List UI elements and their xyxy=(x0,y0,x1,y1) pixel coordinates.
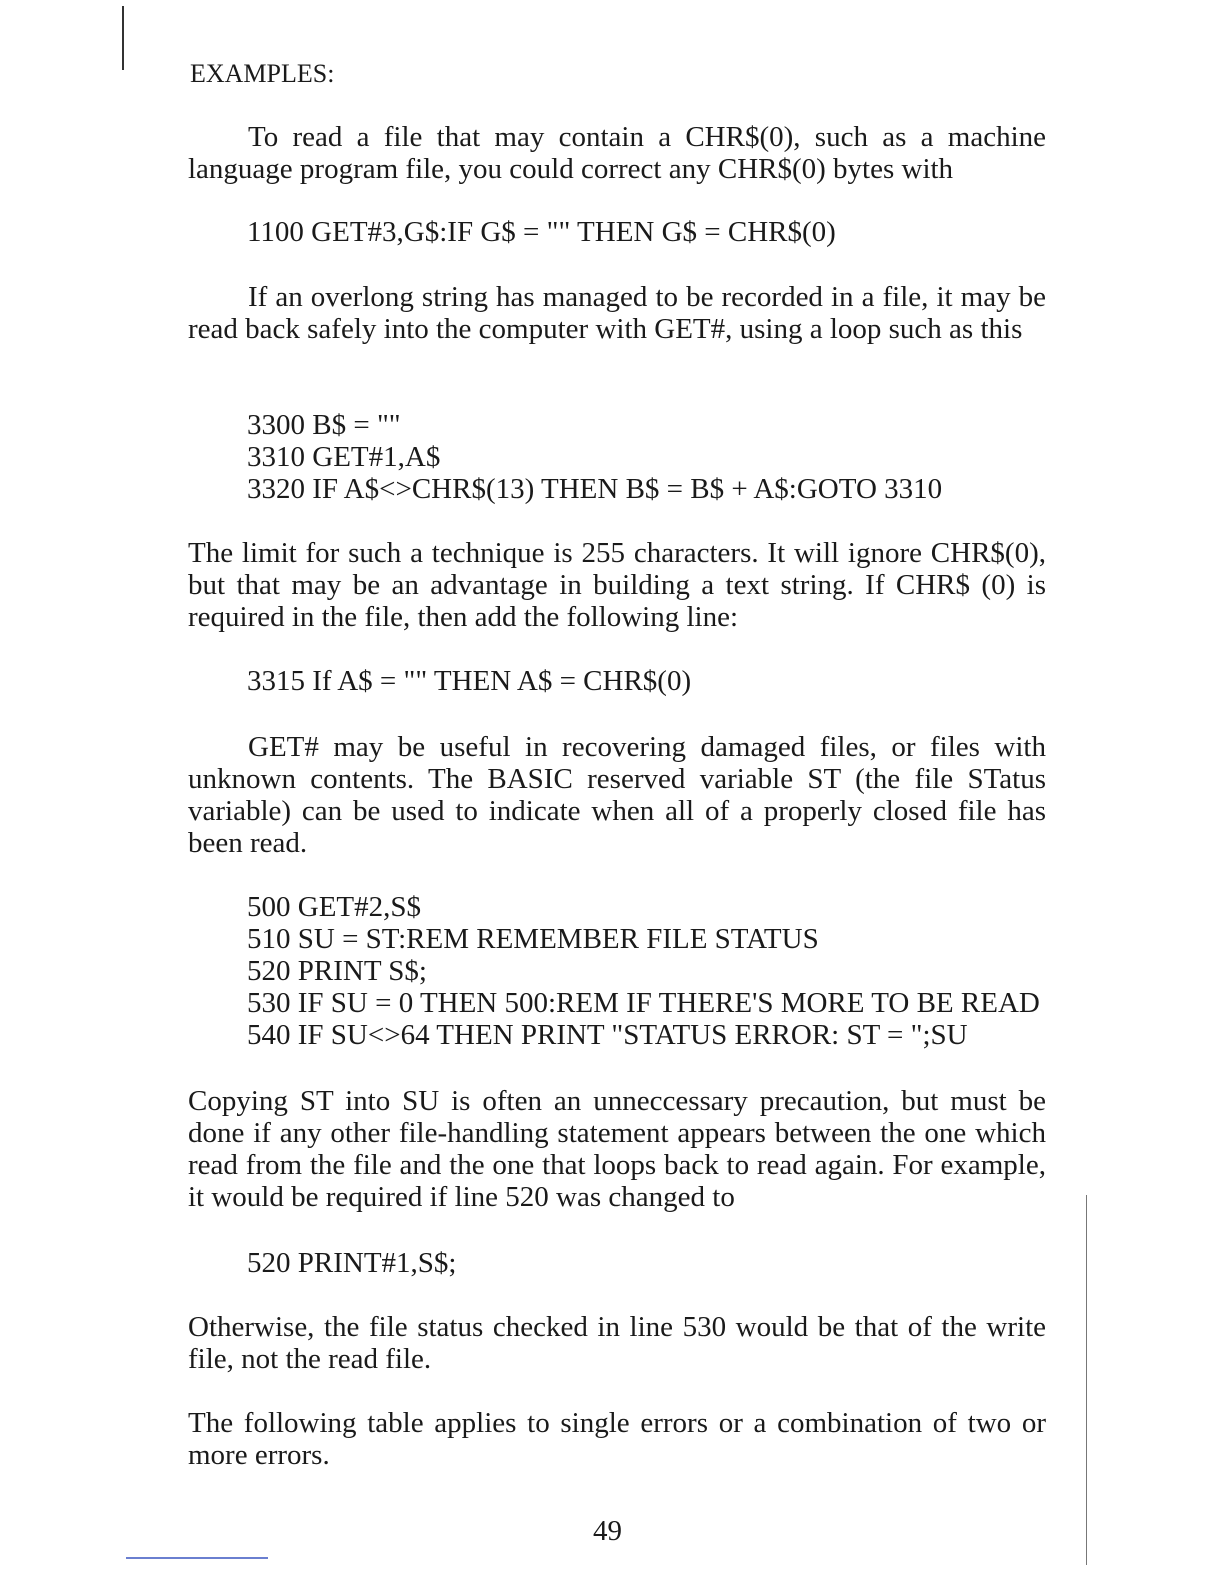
code-line: 520 PRINT#1,S$; xyxy=(247,1247,457,1279)
scan-underline xyxy=(126,1557,268,1559)
paragraph-5: Copying ST into SU is often an unneccessary precaution, but must be done if any other file-handling statement appears between the one which read from the file and the one that loops back to read again. For example, it would be required if line 520 was changed to xyxy=(188,1085,1046,1213)
code-block-5 xyxy=(247,1247,456,1279)
paragraph-3: The limit for such a technique is 255 characters. It will ignore CHR$(0), but that may be an advantage in building a text string. If CHR$ (0) is required in the file, then add the following line: xyxy=(188,537,1046,633)
paragraph-6: Otherwise, the file status checked in line 530 would be that of the write file, not the read file. xyxy=(188,1311,1046,1375)
code-line: 3310 GET#1,A$ xyxy=(247,441,441,473)
code-line: 520 PRINT S$; xyxy=(247,955,427,987)
code-line: 1100 GET#3,G$:IF G$ = "" THEN G$ = CHR$(0) xyxy=(247,216,836,248)
code-line: 3300 B$ = "" xyxy=(247,409,401,441)
paragraph-1: To read a file that may contain a CHR$(0), such as a machine language program file, you could correct any CHR$(0) bytes with xyxy=(188,121,1046,185)
section-heading: EXAMPLES: xyxy=(190,59,335,88)
code-block-3 xyxy=(247,665,691,697)
page-number: 49 xyxy=(593,1515,622,1547)
code-line: 510 SU = ST:REM REMEMBER FILE STATUS xyxy=(247,923,819,955)
code-block-2 xyxy=(247,409,942,505)
code-block-1 xyxy=(247,216,836,248)
paragraph-7: The following table applies to single errors or a combination of two or more errors. xyxy=(188,1407,1046,1471)
code-line: 530 IF SU = 0 THEN 500:REM IF THERE'S MORE TO BE READ xyxy=(247,987,1040,1019)
code-line: 540 IF SU<>64 THEN PRINT "STATUS ERROR: ST = ";SU xyxy=(247,1019,968,1051)
code-block-4 xyxy=(247,891,1040,1051)
paragraph-4: GET# may be useful in recovering damaged files, or files with unknown contents. The BASIC reserved variable ST (the file STatus variable) can be used to indicate when all of a properly closed file has been read. xyxy=(188,731,1046,859)
code-line: 3315 If A$ = "" THEN A$ = CHR$(0) xyxy=(247,665,692,697)
code-line: 3320 IF A$<>CHR$(13) THEN B$ = B$ + A$:GOTO 3310 xyxy=(247,473,943,505)
code-line: 500 GET#2,S$ xyxy=(247,891,421,923)
scan-margin-line xyxy=(122,6,124,70)
scan-margin-line-right xyxy=(1086,1195,1087,1565)
paragraph-2: If an overlong string has managed to be recorded in a file, it may be read back safely into the computer with GET#, using a loop such as this xyxy=(188,281,1046,345)
